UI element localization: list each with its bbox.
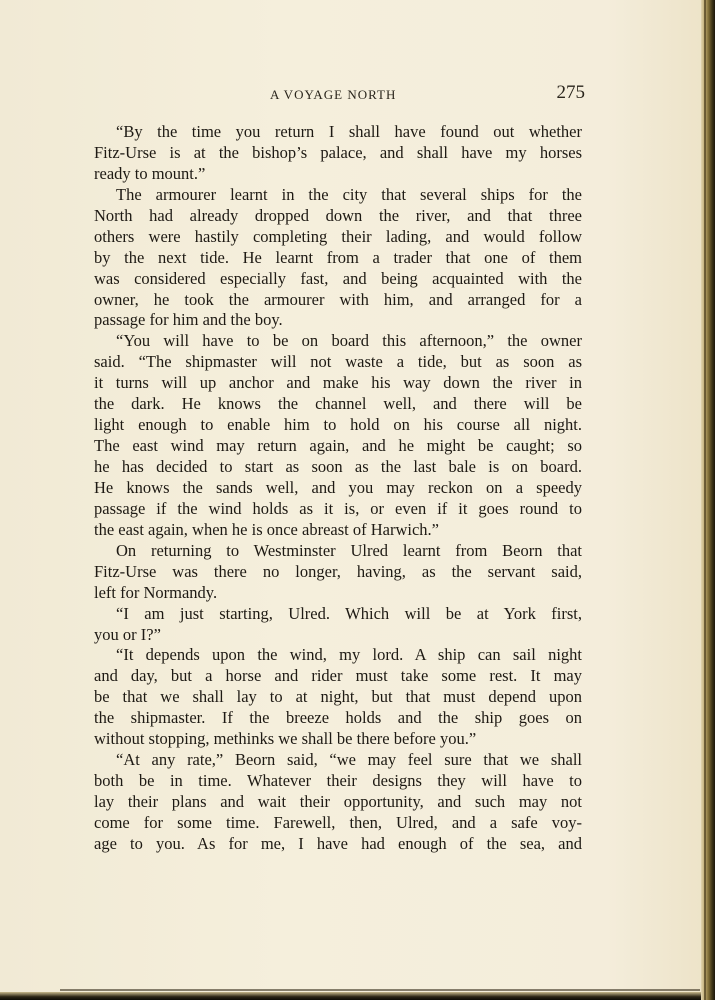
text-line: Fitz-Urse was there no longer, having, as the servant said,: [94, 561, 582, 581]
text-line: was considered especially fast, and being acquainted with the: [94, 268, 582, 288]
page-bottom-edge: [0, 992, 715, 1000]
text-line: lay their plans and wait their opportunity, and such may not: [94, 792, 582, 811]
text-line: “I am just starting, Ulred. Which will be at York first,: [116, 603, 582, 623]
text-line: the shipmaster. If the breeze holds and the ship goes on: [94, 708, 582, 728]
text-line: North had already dropped down the river, and that three: [94, 205, 582, 225]
text-line: owner, he took the armourer with him, and arranged for a: [94, 289, 582, 309]
text-line: ready to mount.”: [94, 163, 206, 183]
text-line: by the next tide. He learnt from a trader that one of them: [94, 247, 582, 267]
text-line: the dark. He knows the channel well, and there will be: [94, 394, 582, 414]
binding-line: [704, 0, 706, 1000]
text-line: age to you. As for me, I have had enough of the sea, and: [94, 833, 582, 853]
text-line: come for some time. Farewell, then, Ulred, and a safe voy-: [94, 812, 582, 832]
text-line: be that we shall lay to at night, but that must depend upon: [94, 687, 582, 707]
text-line: you or I?”: [94, 624, 161, 644]
body-text: [94, 122, 582, 855]
text-line: left for Normandy.: [94, 582, 218, 602]
running-head: A VOYAGE NORTH: [270, 87, 397, 102]
text-line: On returning to Westminster Ulred learnt from Beorn that: [116, 540, 582, 560]
text-line: the east again, when he is once abreast of Harwich.”: [94, 519, 439, 539]
text-line: others were hastily completing their lading, and would follow: [94, 226, 582, 246]
page-bottom-rule: [60, 989, 700, 991]
text-line: The east wind may return again, and he might be caught; so: [94, 436, 582, 456]
text-line: He knows the sands well, and you may reckon on a speedy: [94, 477, 582, 497]
text-line: without stopping, methinks we shall be there before you.”: [94, 729, 477, 749]
text-line: light enough to enable him to hold on his course all night.: [94, 415, 582, 435]
text-line: said. “The shipmaster will not waste a tide, but as soon as: [94, 352, 582, 372]
text-line: Fitz-Urse is at the bishop’s palace, and shall have my horses: [94, 142, 582, 162]
text-line: passage if the wind holds as it is, or even if it goes round to: [94, 498, 582, 518]
text-line: and day, but a horse and rider must take some rest. It may: [94, 666, 582, 686]
text-line: passage for him and the boy.: [94, 310, 283, 330]
text-line: “At any rate,” Beorn said, “we may feel sure that we shall: [116, 750, 582, 770]
text-line: “By the time you return I shall have found out whether: [116, 122, 582, 141]
text-line: it turns will up anchor and make his way down the river in: [94, 373, 582, 393]
text-line: “You will have to be on board this afternoon,” the owner: [116, 331, 582, 351]
text-line: The armourer learnt in the city that several ships for the: [116, 184, 582, 204]
text-line: “It depends upon the wind, my lord. A ship can sail night: [116, 645, 582, 665]
text-line: both be in time. Whatever their designs they will have to: [94, 771, 582, 791]
text-line: he has decided to start as soon as the last bale is on board.: [94, 457, 582, 476]
page-number: 275: [556, 82, 585, 103]
page-header: [118, 82, 585, 108]
